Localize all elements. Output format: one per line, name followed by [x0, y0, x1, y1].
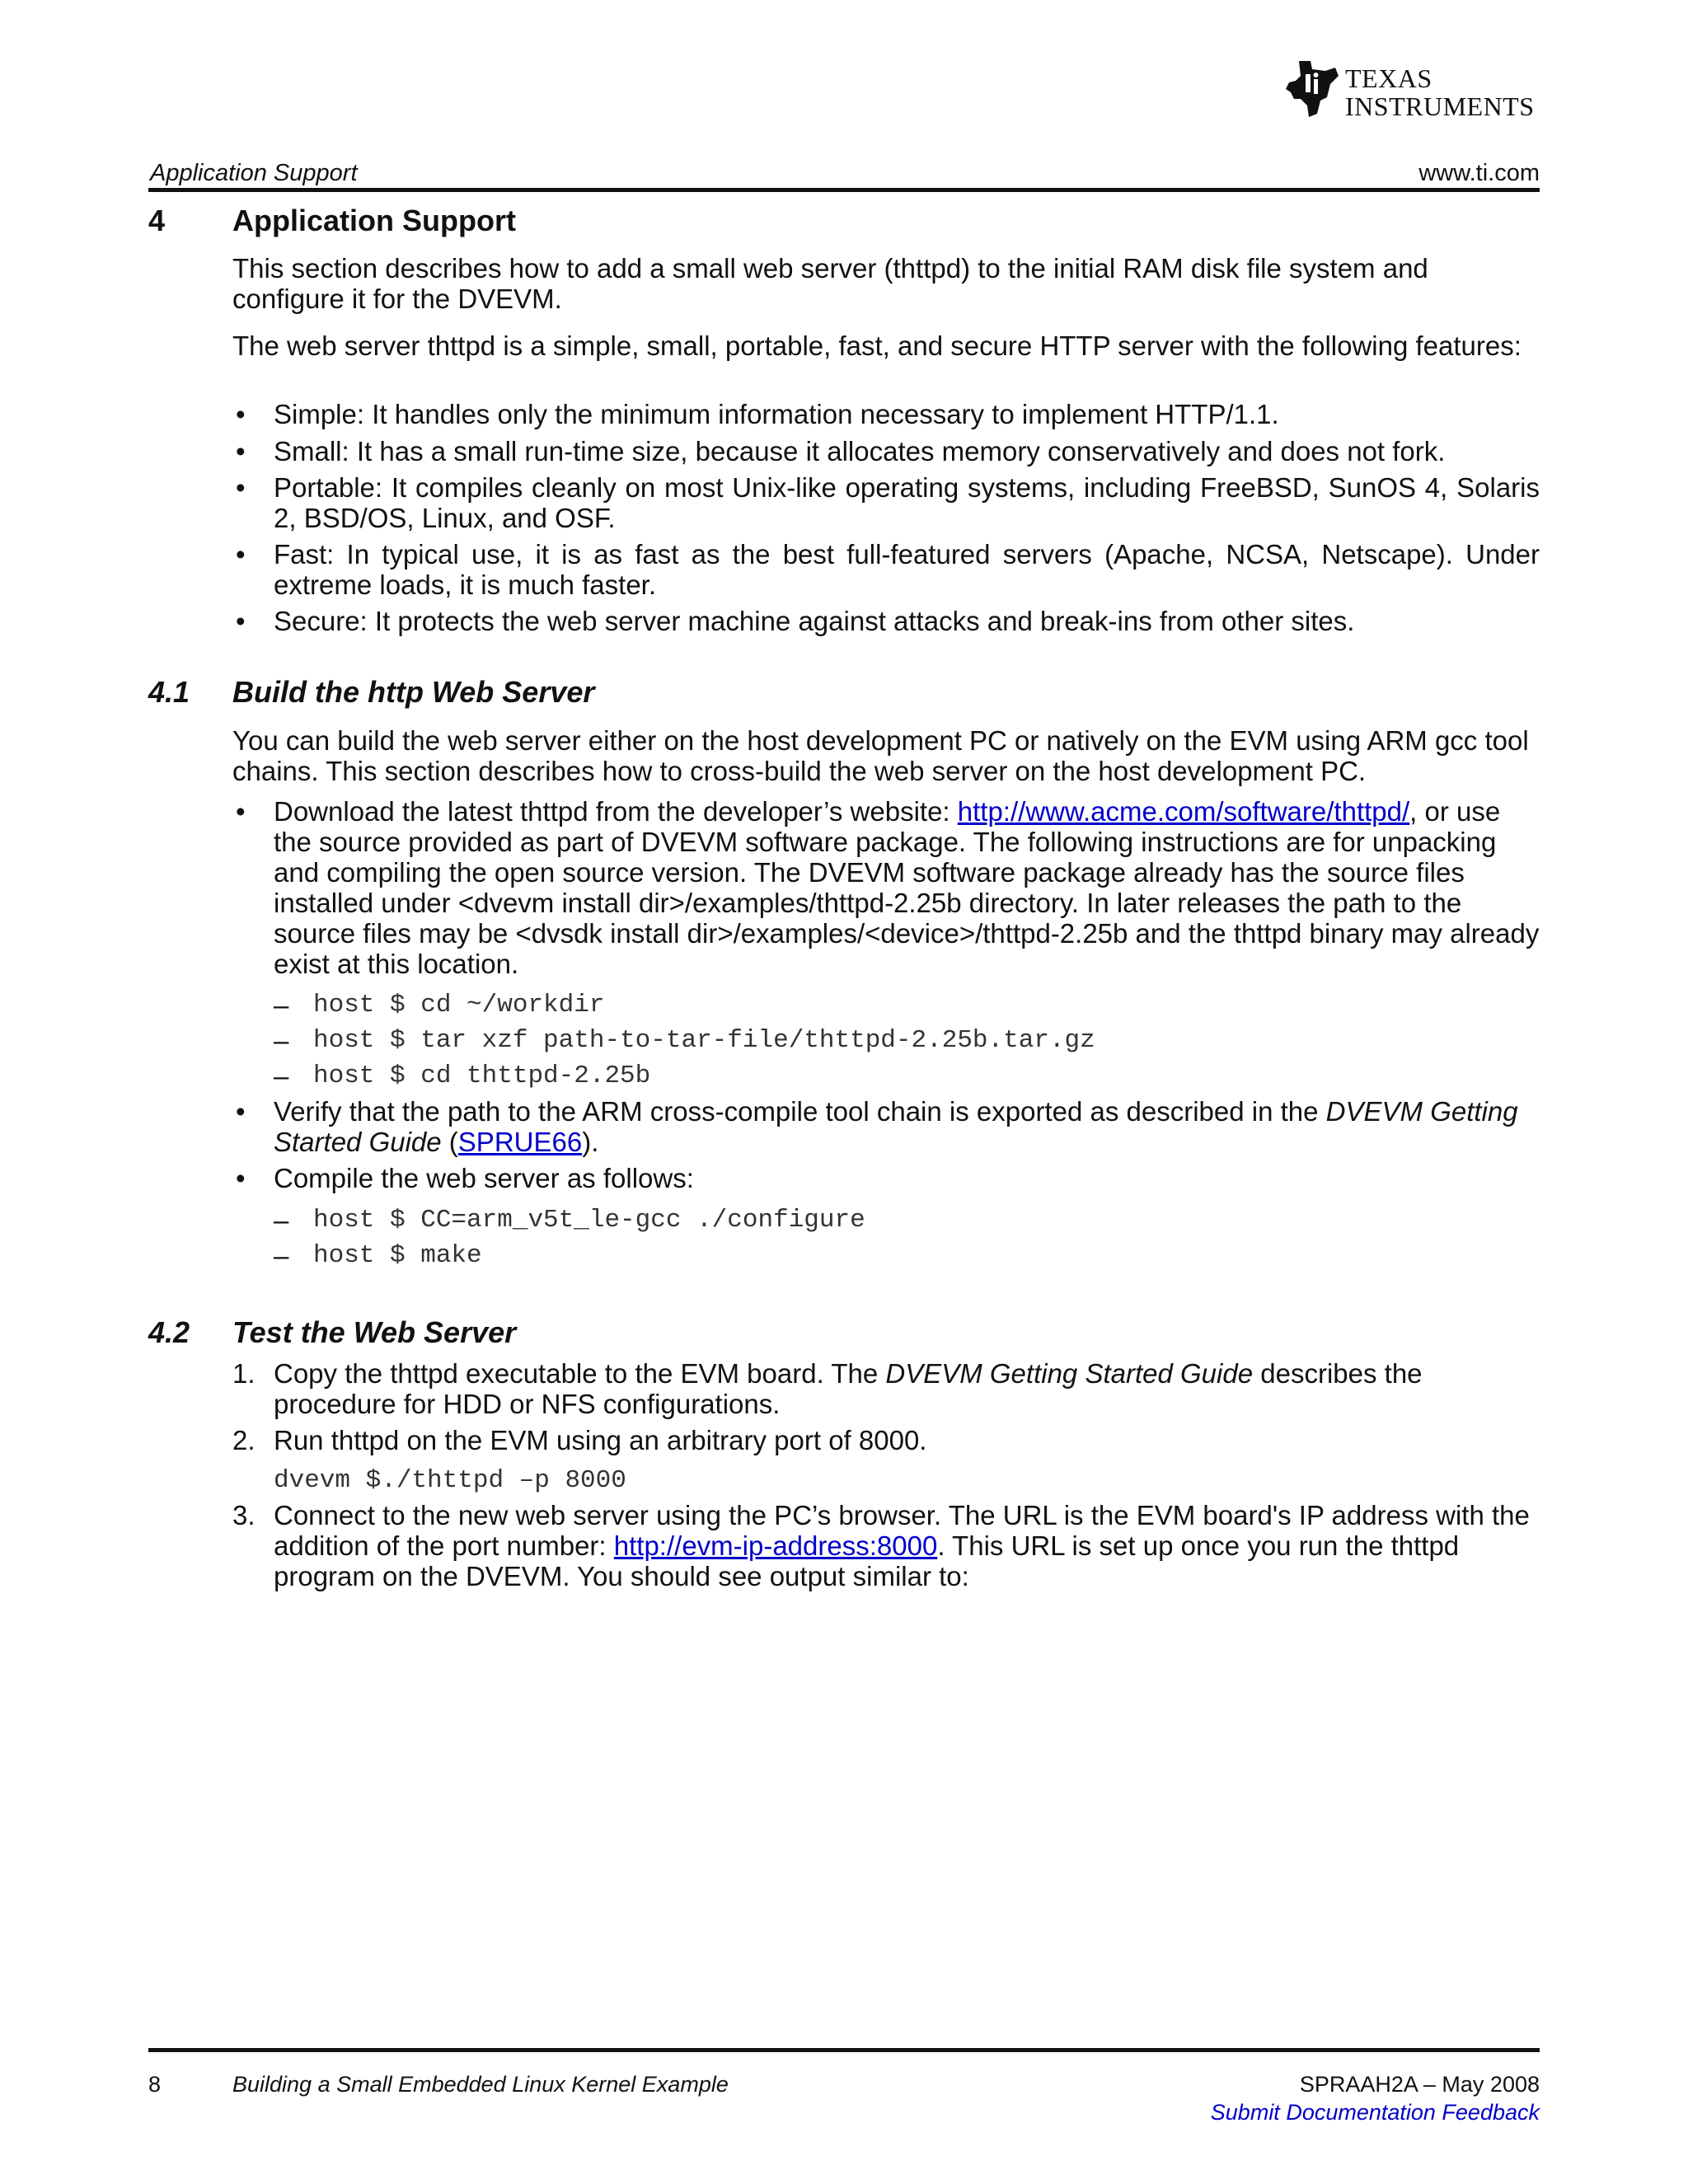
subsection-number: 4.1 [148, 675, 190, 709]
download-text-pre: Download the latest thttpd from the developer’s website: [274, 796, 958, 827]
dash: – [274, 1240, 289, 1271]
verify-item [274, 1096, 1540, 1157]
compile-label: Compile the web server as follows: [274, 1163, 694, 1193]
step-text [274, 1500, 1540, 1591]
logo-text-line2: INSTRUMENTS [1345, 91, 1535, 121]
feature-item: Fast: In typical use, it is as fast as the best full-featured servers (Apache, NCSA, Netscape). Under extreme loads, it is much faster. [274, 539, 1540, 600]
bullet: • [236, 796, 246, 827]
document-id: SPRAAH2A – May 2008 [1299, 2072, 1540, 2097]
ti-logo [1284, 58, 1541, 129]
footer-rule [148, 2048, 1540, 2052]
section-intro: This section describes how to add a small web server (thttpd) to the initial RAM disk file system and configure it for the DVEVM. [232, 253, 1428, 314]
step1-text-post: describes the procedure for HDD or NFS configurations. [274, 1358, 1423, 1419]
step-number: 1. [232, 1358, 256, 1389]
download-text-post: , or use the source provided as part of DVEVM software package. The following instructions are for unpacking and compiling the open source version. The DVEVM software package already has the source files installed under <dvevm install dir>/examples/thttpd-2.25b directory. In later releases the path to the source files may be <dvsdk install dir>/examples/<device>/thttpd-2.25b and the thttpd binary may already exist at this location. [274, 796, 1540, 979]
website: www.ti.com [1418, 160, 1540, 186]
features-intro: The web server thttpd is a simple, small, portable, fast, and secure HTTP server with the following features: [232, 330, 1522, 361]
dash: – [274, 1061, 289, 1091]
subsection-title: Test the Web Server [232, 1315, 517, 1349]
verify-close-paren: ). [582, 1127, 599, 1157]
section-number: 4 [148, 204, 166, 237]
feature-item: Portable: It compiles cleanly on most Unix-like operating systems, including FreeBSD, SunOS 4, Solaris 2, BSD/OS, Linux, and OSF. [274, 472, 1540, 533]
code-line: host $ CC=arm_v5t_le-gcc ./configure [313, 1206, 865, 1235]
bullet: • [236, 436, 246, 466]
running-title: Application Support [150, 160, 358, 186]
dash: – [274, 1025, 289, 1056]
code-line: host $ cd ~/workdir [313, 991, 605, 1019]
code-line: dvevm $./thttpd –p 8000 [274, 1466, 626, 1495]
bullet: • [236, 606, 246, 636]
feature-item: Small: It has a small run-time size, because it allocates memory conservatively and does not fork. [274, 436, 1446, 466]
dash: – [274, 990, 289, 1020]
ti-logo-icon [1284, 59, 1342, 119]
code-line: host $ tar xzf path-to-tar-file/thttpd-2.25b.tar.gz [313, 1026, 1095, 1055]
bullet: • [236, 472, 246, 503]
acme-thttpd-link[interactable]: http://www.acme.com/software/thttpd/ [957, 796, 1410, 827]
bullet: • [236, 1096, 246, 1127]
bullet: • [236, 399, 246, 429]
sprue66-link[interactable]: SPRUE66 [457, 1127, 583, 1157]
header-rule [148, 188, 1540, 192]
dash: – [274, 1205, 289, 1235]
section-title: Application Support [232, 204, 516, 237]
verify-open-paren: ( [441, 1127, 458, 1157]
subsection-intro: You can build the web server either on the host development PC or natively on the EVM using ARM gcc tool chains. This section describes how to cross-build the web server on the host development PC. [232, 725, 1529, 786]
logo-text-line1: TEXAS [1345, 63, 1432, 93]
verify-text-pre: Verify that the path to the ARM cross-compile tool chain is exported as described in the [274, 1096, 1326, 1127]
step-text [274, 1358, 1540, 1419]
guide-title: DVEVM Getting Started Guide [274, 1096, 1518, 1157]
feature-item: Secure: It protects the web server machine against attacks and break-ins from other sites. [274, 606, 1355, 636]
bullet: • [236, 1163, 246, 1193]
step1-text-pre: Copy the thttpd executable to the EVM board. The [274, 1358, 886, 1389]
document-title: Building a Small Embedded Linux Kernel Example [232, 2072, 729, 2097]
feedback-link[interactable]: Submit Documentation Feedback [1210, 2100, 1540, 2125]
step3-text-pre: Connect to the new web server using the PC’s browser. The URL is the EVM board's IP address with the addition of the port number: [274, 1500, 1530, 1561]
feature-item: Simple: It handles only the minimum information necessary to implement HTTP/1.1. [274, 399, 1279, 429]
code-line: host $ make [313, 1241, 482, 1270]
subsection-title: Build the http Web Server [232, 675, 595, 709]
guide-title: DVEVM Getting Started Guide [885, 1358, 1254, 1389]
download-item [274, 796, 1540, 979]
page-number: 8 [148, 2072, 162, 2097]
code-line: host $ cd thttpd-2.25b [313, 1062, 651, 1090]
step3-text-post: . This URL is set up once you run the thttpd program on the DVEVM. You should see output similar to: [274, 1530, 1460, 1591]
step-text: Run thttpd on the EVM using an arbitrary port of 8000. [274, 1425, 927, 1455]
step-number: 2. [232, 1425, 256, 1455]
bullet: • [236, 539, 246, 569]
evm-ip-link[interactable]: http://evm-ip-address:8000 [613, 1530, 938, 1561]
subsection-number: 4.2 [148, 1315, 190, 1349]
step-number: 3. [232, 1500, 256, 1530]
